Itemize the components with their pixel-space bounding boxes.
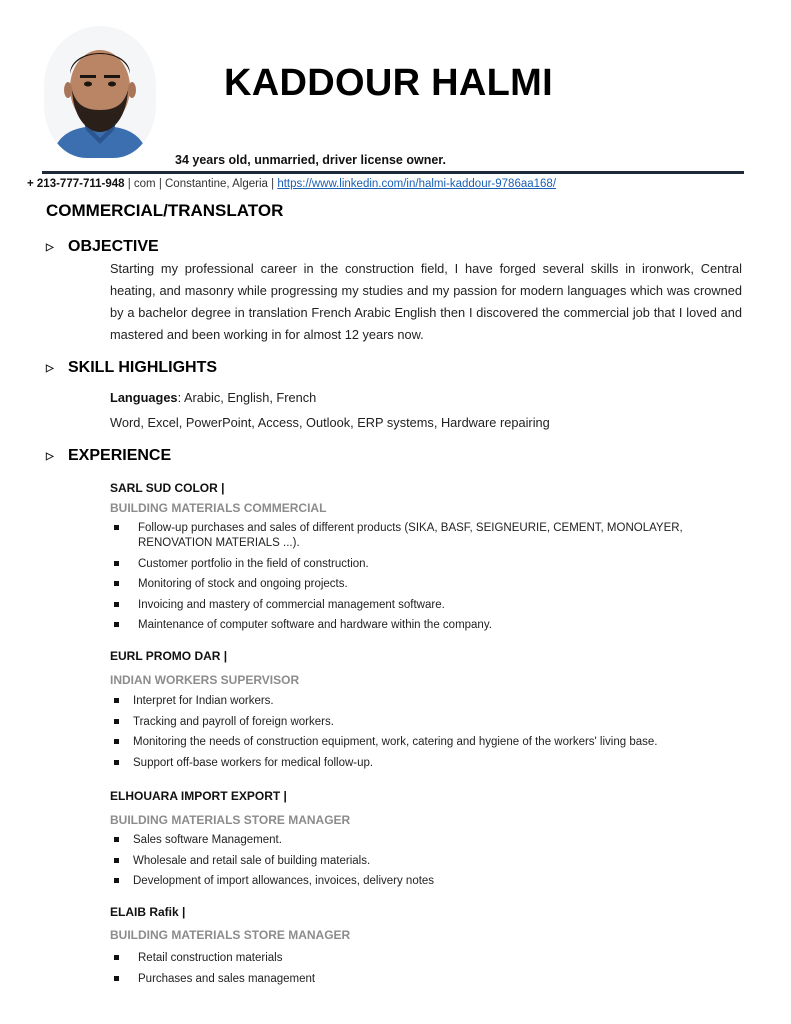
skill-languages (110, 390, 316, 405)
square-bullet-icon (114, 976, 119, 981)
square-bullet-icon (114, 581, 119, 586)
job-company: SARL SUD COLOR | (110, 481, 225, 495)
triangle-right-outline-icon: ▷ (46, 362, 54, 374)
list-item: Interpret for Indian workers. (110, 694, 750, 709)
header-divider (42, 171, 744, 174)
profile-photo (44, 26, 156, 158)
job-title: BUILDING MATERIALS COMMERCIAL (110, 501, 327, 515)
square-bullet-icon (114, 878, 119, 883)
contact-details: | com | Constantine, Algeria | (124, 178, 278, 190)
skill-tools: Word, Excel, PowerPoint, Access, Outlook, ERP systems, Hardware repairing (110, 415, 550, 430)
section-objective (46, 238, 159, 256)
job-company: EURL PROMO DAR | (110, 649, 228, 663)
square-bullet-icon (114, 622, 119, 627)
languages-label: Languages (110, 390, 178, 405)
list-item: Development of import allowances, invoices, delivery notes (110, 874, 750, 889)
job-bullets (110, 951, 750, 992)
list-item: Retail construction materials (110, 951, 750, 966)
list-item: Tracking and payroll of foreign workers. (110, 715, 750, 730)
linkedin-link[interactable]: https://www.linkedin.com/in/halmi-kaddour-9786aa168/ (277, 178, 557, 190)
job-bullets (110, 521, 750, 639)
section-heading: SKILL HIGHLIGHTS (68, 359, 218, 376)
job-title: INDIAN WORKERS SUPERVISOR (110, 673, 300, 687)
phone-number: + 213-777-711-948 (27, 178, 125, 190)
job-bullets (110, 694, 750, 776)
candidate-name: KADDOUR HALMI (224, 62, 553, 104)
square-bullet-icon (114, 955, 119, 960)
list-item: Customer portfolio in the field of construction. (110, 557, 750, 572)
list-item: Monitoring the needs of construction equipment, work, catering and hygiene of the workers' living base. (110, 735, 750, 750)
square-bullet-icon (114, 602, 119, 607)
section-experience (46, 447, 171, 465)
candidate-tagline: 34 years old, unmarried, driver license owner. (175, 153, 446, 167)
list-item: Purchases and sales management (110, 972, 750, 987)
square-bullet-icon (114, 837, 119, 842)
square-bullet-icon (114, 739, 119, 744)
triangle-right-outline-icon: ▷ (46, 450, 54, 462)
square-bullet-icon (114, 760, 119, 765)
list-item: Follow-up purchases and sales of different products (SIKA, BASF, SEIGNEURIE, CEMENT, MONOLAYER, RENOVATION MATERIALS ...). (110, 521, 750, 551)
list-item: Sales software Management. (110, 833, 750, 848)
square-bullet-icon (114, 858, 119, 863)
job-role-title: COMMERCIAL/TRANSLATOR (46, 201, 284, 220)
list-item: Support off-base workers for medical follow-up. (110, 756, 750, 771)
job-company: ELAIB Rafik | (110, 905, 186, 919)
job-title: BUILDING MATERIALS STORE MANAGER (110, 813, 351, 827)
languages-value: : Arabic, English, French (177, 390, 317, 405)
job-company: ELHOUARA IMPORT EXPORT | (110, 789, 287, 803)
section-heading: OBJECTIVE (68, 238, 159, 255)
triangle-right-outline-icon: ▷ (46, 241, 54, 253)
square-bullet-icon (114, 698, 119, 703)
job-title: BUILDING MATERIALS STORE MANAGER (110, 928, 351, 942)
section-skills (46, 359, 217, 377)
contact-line (27, 178, 556, 190)
square-bullet-icon (114, 719, 119, 724)
list-item: Wholesale and retail sale of building materials. (110, 854, 750, 869)
list-item: Maintenance of computer software and hardware within the company. (110, 618, 750, 633)
section-heading: EXPERIENCE (68, 447, 172, 464)
list-item: Monitoring of stock and ongoing projects. (110, 577, 750, 592)
square-bullet-icon (114, 525, 119, 530)
job-bullets (110, 833, 750, 895)
list-item: Invoicing and mastery of commercial management software. (110, 598, 750, 613)
objective-text: Starting my professional career in the construction field, I have forged several skills in ironwork, Central heating, and masonry while progressing my studies and my passion for modern languages which was crowned by a bachelor degree in translation French Arabic English then I discovered the commercial job that I loved and mastered and been working in for almost 12 years now. (110, 261, 742, 342)
square-bullet-icon (114, 561, 119, 566)
